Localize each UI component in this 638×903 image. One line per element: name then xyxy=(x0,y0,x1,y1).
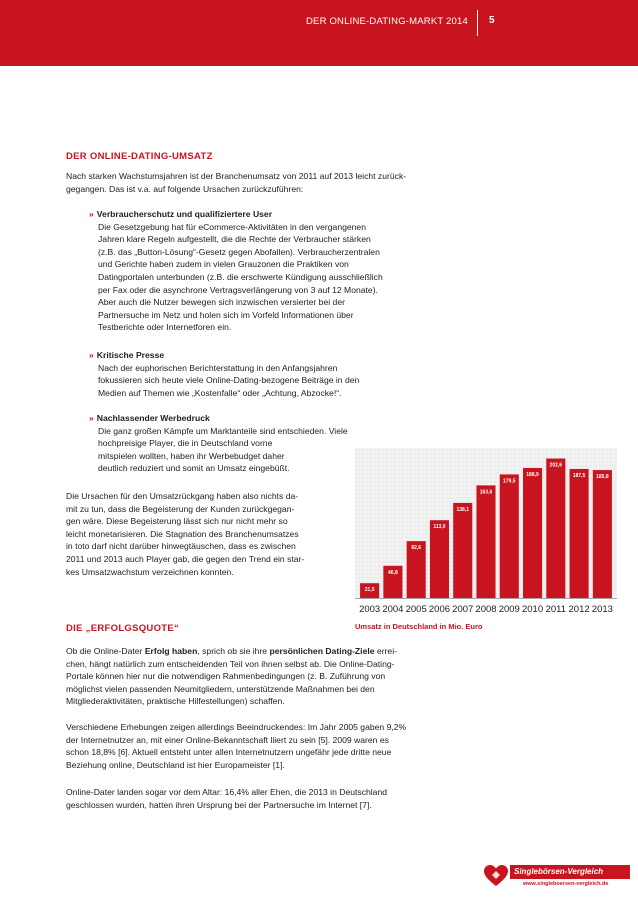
altar-paragraph xyxy=(66,786,463,811)
data-label: 188,9 xyxy=(526,471,539,478)
data-label: 163,6 xyxy=(479,489,493,496)
text-line xyxy=(66,695,463,708)
text-run: errei- xyxy=(374,646,397,656)
bar-2006 xyxy=(430,520,449,598)
text-line: Medien auf Themen wie „Kostenfalle“ oder „Achtung, Abzocke!“. xyxy=(98,387,342,398)
text-line: Jahren klare Regeln aufgestellt, die die Rechte der Verbraucher stärken xyxy=(98,234,371,245)
text-line: mit zu tun, dass die Begeisterung der Kunden zurückgegan- xyxy=(66,503,295,514)
bullet-marker: » xyxy=(89,209,94,219)
text-line: Die Gesetzgebung hat für eCommerce-Aktivitäten in den vergangenen xyxy=(98,221,366,232)
x-tick-label: 2013 xyxy=(591,604,613,615)
bullet-title: Kritische Presse xyxy=(96,350,165,360)
brand-name: Singlebörsen-Vergleich xyxy=(510,865,630,879)
bar-2012 xyxy=(570,469,589,598)
text-run: , sprich ob sie ihre xyxy=(197,646,270,656)
bar-2007 xyxy=(453,503,472,598)
bar-2008 xyxy=(476,485,495,598)
running-title: DER ONLINE-DATING-MARKT 2014 xyxy=(305,16,468,27)
text-line: kes Umsatzwachstum verzeichnen konnten. xyxy=(66,566,234,577)
text-line: und Gerichte haben zudem in vielen Grauzonen die Praktiken von xyxy=(98,259,349,270)
page-number: 5 xyxy=(489,15,495,26)
x-tick-label: 2007 xyxy=(452,604,474,615)
bold-run: Erfolg haben xyxy=(144,646,198,656)
data-label: 21,5 xyxy=(364,587,375,594)
x-tick-label: 2005 xyxy=(405,604,427,615)
text-run: Portale können hier nur die notwendigen Rahmenbedingungen (z. B. Zuführung von xyxy=(66,671,386,682)
text-line xyxy=(66,645,463,658)
text-line: schon 18,8% [6]. Aktuell entsteht unter allen Internetnutzern ungefähr jede dritte neue xyxy=(66,747,392,758)
text-line: per Fax oder die asynchrone Vertragsverlängerung von 3 auf 12 Monate). xyxy=(98,284,378,295)
text-line: Partnersuche im Netz und holen sich im Vorfeld Informationen über xyxy=(98,309,354,320)
text-line: Aber auch die Nutzer bewegen sich inzwischen versierter bei der xyxy=(98,297,345,308)
header-band xyxy=(0,0,638,66)
text-line: gegangen. Das ist v.a. auf folgende Ursachen zurückzuführen: xyxy=(66,183,304,194)
bullet-verbraucherschutz xyxy=(89,208,459,334)
brand-logo xyxy=(483,862,631,898)
data-label: 46,8 xyxy=(388,569,398,576)
data-label: 82,6 xyxy=(411,545,422,552)
bullet-kritische-presse xyxy=(89,349,459,399)
text-line: Die Ursachen für den Umsatzrückgang haben also nichts da- xyxy=(66,491,299,501)
chart-caption: Umsatz in Deutschland in Mio. Euro xyxy=(355,622,483,631)
text-line: Datingportalen unterbunden (z.B. die erschwerte Kündigung ausschließlich xyxy=(98,271,383,282)
x-tick-label: 2012 xyxy=(568,604,590,615)
text-line: mitspielen wollten, haben ihr Werbebudget daher xyxy=(98,450,285,461)
text-line: (z.B. das „Button-Lösung“-Gesetz gegen Abofallen). Verbraucherzentralen xyxy=(98,246,380,257)
text-run: chen, hängt natürlich zum entscheidenden Teil von ihnen selbst ab. Die Online-Dating- xyxy=(66,658,395,669)
revenue-bar-chart xyxy=(355,448,617,618)
bar-2011 xyxy=(546,459,565,598)
erhebungen-paragraph xyxy=(66,721,463,771)
text-line: Testberichte oder Internetforen ein. xyxy=(98,322,232,333)
data-label: 138,1 xyxy=(456,506,469,513)
brand-url: www.singleboersen-vergleich.de xyxy=(523,881,609,887)
text-line: hochpreisige Player, die in Deutschland vorne xyxy=(98,438,273,449)
heart-icon xyxy=(483,864,509,888)
text-line xyxy=(66,658,463,671)
text-line: fokussieren sich heute viele Online-Dating-bezogene Beiträge in den xyxy=(98,375,360,386)
bullet-title: Nachlassender Werbedruck xyxy=(96,413,210,423)
text-run: Ob die Online-Dater xyxy=(66,646,145,656)
x-tick-label: 2008 xyxy=(475,604,497,615)
x-tick-label: 2009 xyxy=(498,604,520,615)
section-title-erfolgsquote: DIE „ERFOLGSQUOTE“ xyxy=(66,623,180,634)
section-title-umsatz: DER ONLINE-DATING-UMSATZ xyxy=(66,151,213,162)
data-label: 187,5 xyxy=(572,472,586,479)
text-line: geschlossen wurden, hatten ihren Ursprung bei der Partnersuche im Internet [7]. xyxy=(66,799,372,810)
closing-paragraph xyxy=(66,490,344,578)
text-line xyxy=(66,683,463,696)
x-tick-label: 2010 xyxy=(521,604,544,615)
bullet-marker: » xyxy=(89,350,94,360)
bullet-marker: » xyxy=(89,413,94,423)
text-line: leicht monetarisieren. Die Stagnation des Branchenumsatzes xyxy=(66,528,299,539)
text-line: der Internetnutzer an, mit einer Online-Bekanntschaft liiert zu sein [5]. 2009 waren es xyxy=(66,734,389,745)
x-tick-label: 2006 xyxy=(428,604,451,615)
text-line: deutlich reduziert und somit an Umsatz eingebüßt. xyxy=(98,463,290,474)
text-line xyxy=(66,670,463,683)
bold-run: persönlichen Dating-Ziele xyxy=(269,646,375,656)
bullet-title: Verbraucherschutz und qualifiziertere User xyxy=(96,209,273,219)
erfolg-paragraph xyxy=(66,645,463,708)
header-divider xyxy=(477,10,478,36)
data-label: 185,8 xyxy=(596,474,609,481)
data-label: 113,0 xyxy=(433,524,446,531)
text-line: Nach starken Wachstumsjahren ist der Branchenumsatz von 2011 auf 2013 leicht zurück- xyxy=(66,171,407,181)
bar-2010 xyxy=(523,468,542,598)
bar-2013 xyxy=(593,470,612,598)
text-run: Mitgliederaktivitäten, praktische Hilfestellungen) schaffen. xyxy=(66,696,285,707)
text-line: gen wäre. Diese Begeisterung lässt sich nur nicht mehr so xyxy=(66,516,288,527)
x-tick-label: 2003 xyxy=(359,604,381,615)
text-line: Die ganz großen Kämpfe um Marktanteile sind entschieden. Viele xyxy=(98,425,348,436)
bar-2009 xyxy=(500,474,519,598)
text-line: in toto darf nicht darüber hinwegtäuschen, dass es zwischen xyxy=(66,541,296,552)
text-line: Verschiedene Erhebungen zeigen allerdings Beeindruckendes: Im Jahr 2005 gaben 9,2% xyxy=(66,722,407,732)
text-line: Nach der euphorischen Berichterstattung in den Anfangsjahren xyxy=(98,362,338,373)
intro-paragraph xyxy=(66,170,463,195)
text-line: Beziehung online, Deutschland ist hier Europameister [1]. xyxy=(66,759,285,770)
x-tick-label: 2004 xyxy=(382,604,404,615)
text-line: Online-Dater landen sogar vor dem Altar: 16,4% aller Ehen, die 2013 in Deutschland xyxy=(66,787,388,797)
data-label: 202,6 xyxy=(549,462,563,469)
x-tick-label: 2011 xyxy=(545,604,567,615)
text-line: 2011 und 2013 auch Player gab, die gegen den Trend ein star- xyxy=(66,553,305,564)
data-label: 179,5 xyxy=(503,478,516,485)
text-run: möglichst vielen passenden Neumitgliedern, unterstützende Maßnahmen bei den xyxy=(66,683,375,694)
